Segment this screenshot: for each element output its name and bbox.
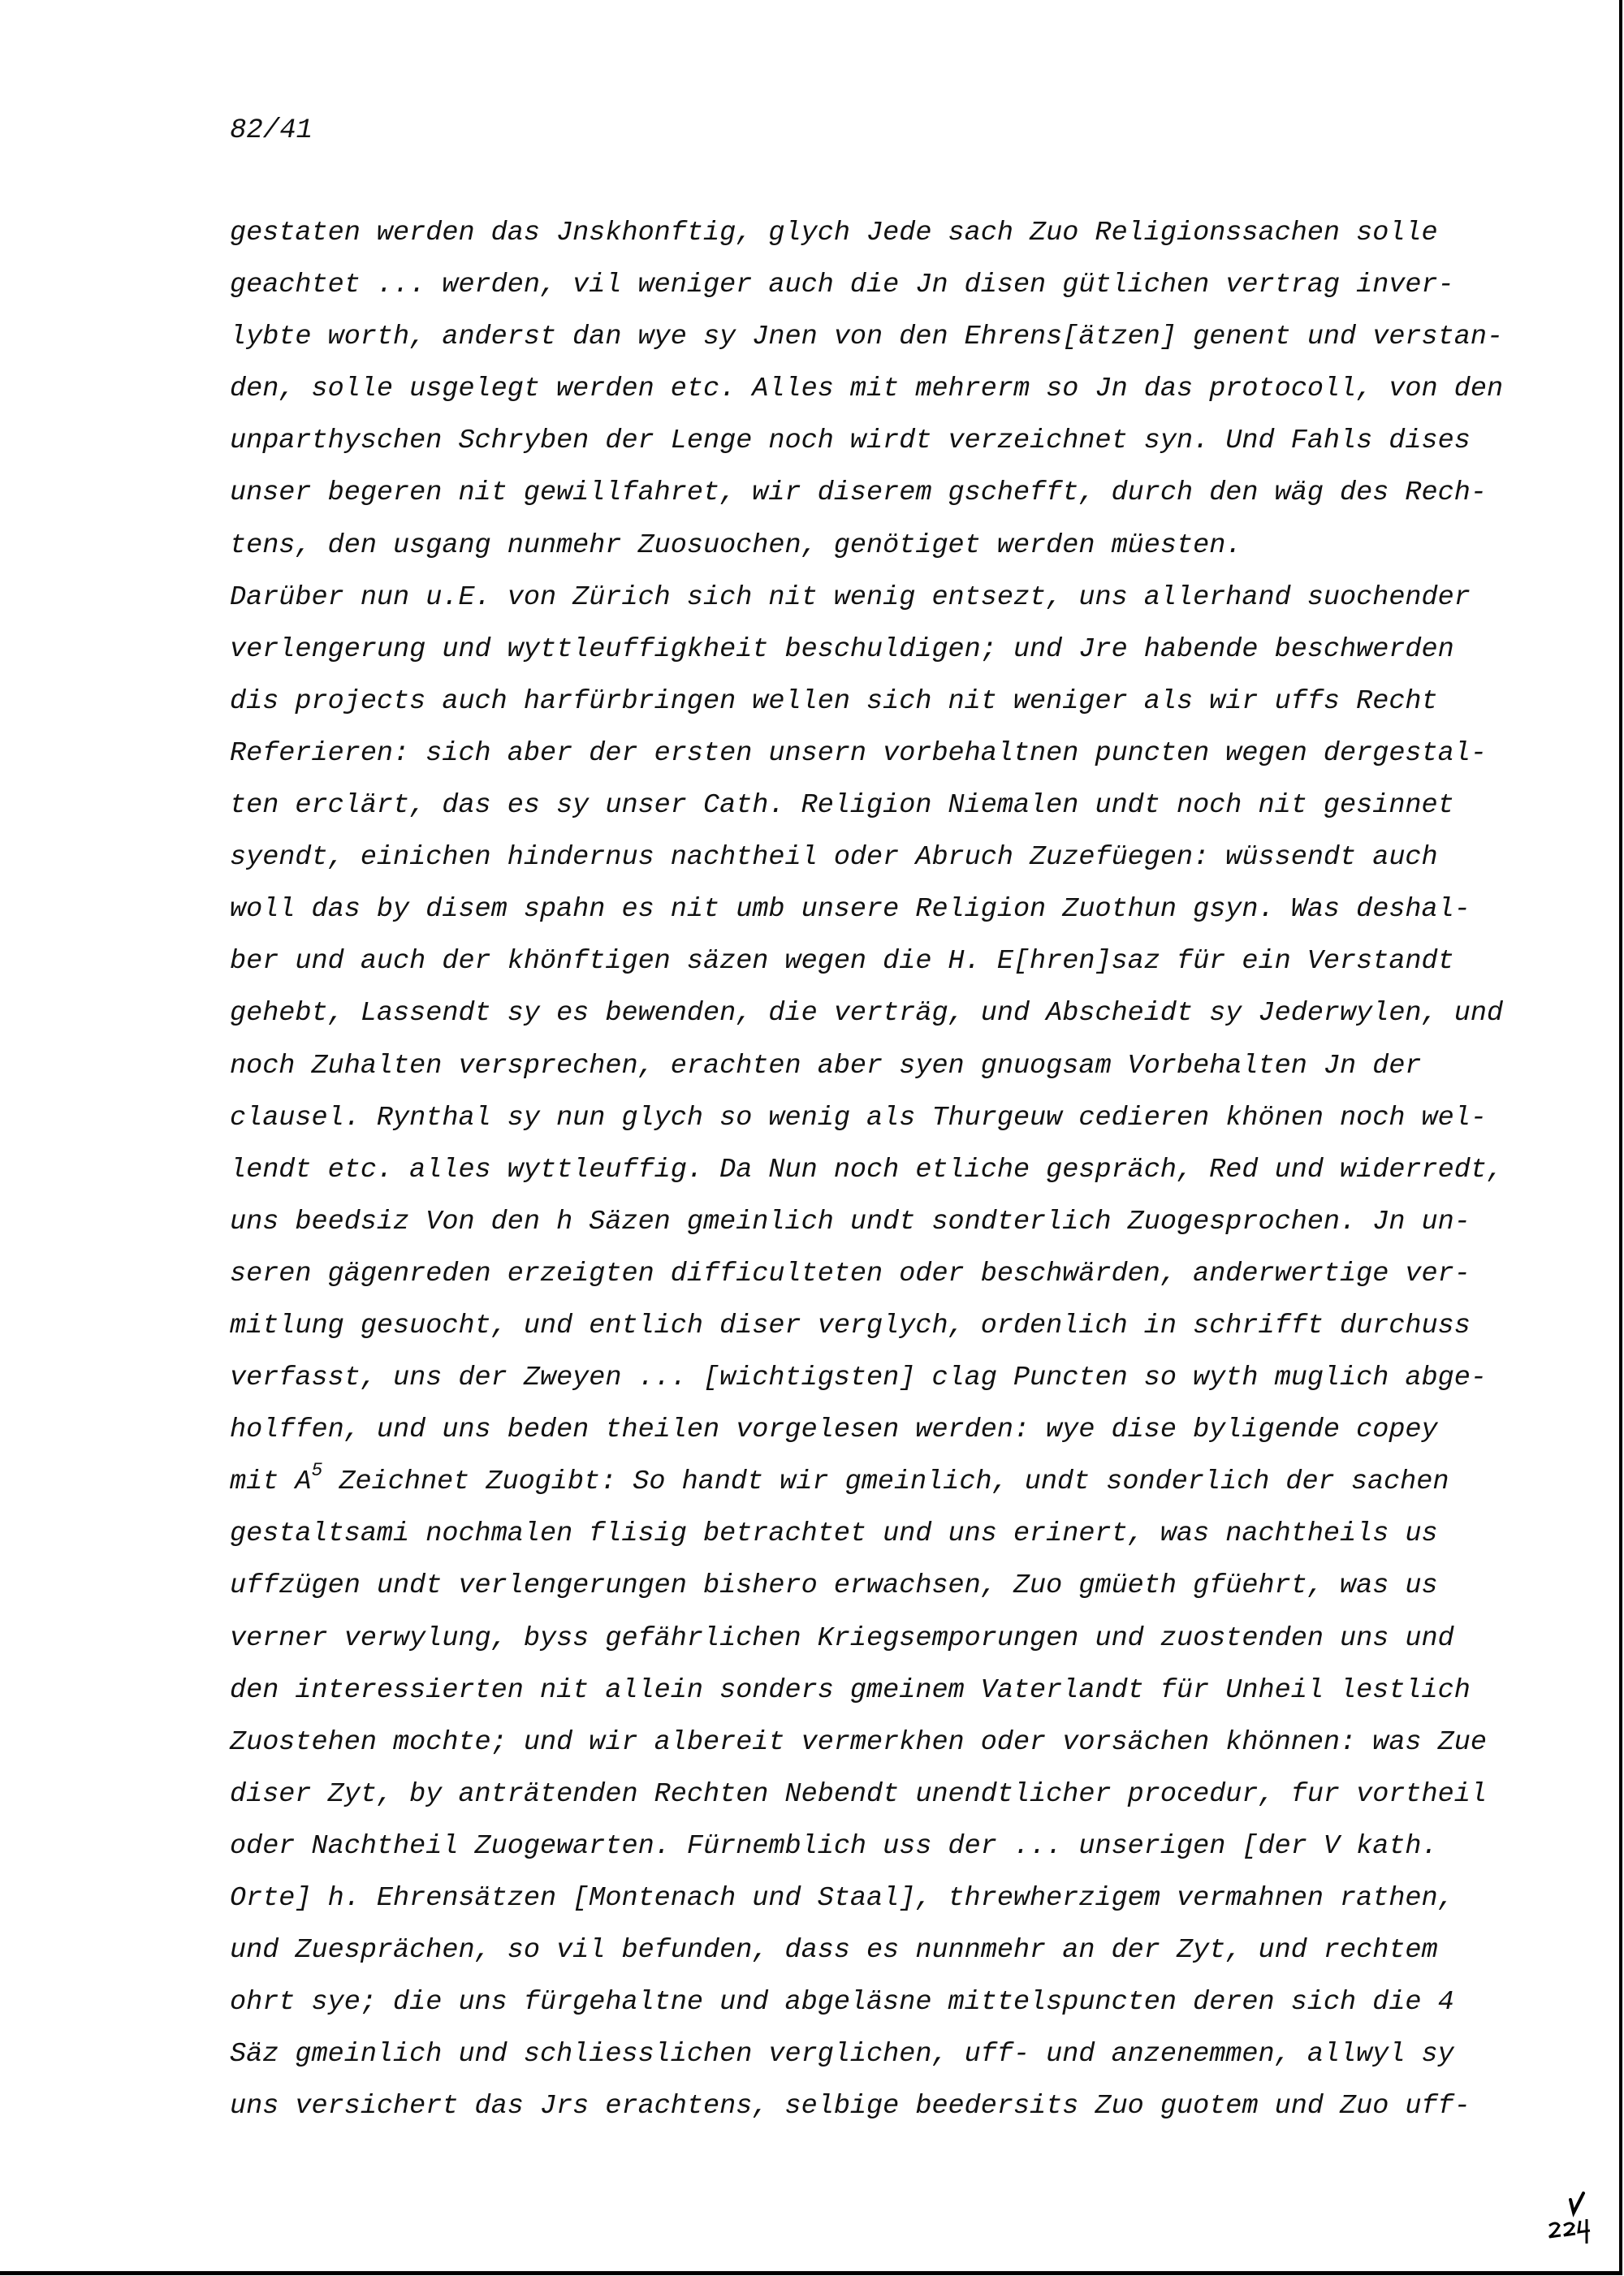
text-line-content: Orte] h. Ehrensätzen [Montenach und Staal], threwherzigem vermahnen rathen,: [230, 1883, 1454, 1914]
text-line-content: dis projects auch harfürbringen wellen sich nit weniger als wir uffs Recht: [230, 685, 1438, 717]
text-line: [230, 1040, 1578, 1092]
text-line: [230, 1769, 1578, 1820]
text-line-content: und Zuesprächen, so vil befunden, dass es nunnmehr an der Zyt, und rechtem: [230, 1935, 1438, 1967]
text-line: [230, 1248, 1578, 1300]
text-line: [230, 1976, 1578, 2028]
text-line-content: gestaltsami nochmalen flisig betrachtet und uns erinert, was nachtheils us: [230, 1518, 1438, 1550]
text-line-content: Referieren: sich aber der ersten unsern vorbehaltnen puncten wegen dergestal-: [230, 737, 1487, 769]
text-line: [230, 1508, 1578, 1560]
text-line-content: diser Zyt, by anträtenden Rechten Nebendt unendtlicher procedur, fur vortheil: [230, 1778, 1487, 1810]
text-line-continuation: Zeichnet Zuogibt: So handt wir gmeinlich, undt sonderlich der sachen: [322, 1466, 1449, 1498]
text-line: [230, 1717, 1578, 1769]
text-line: [230, 1820, 1578, 1872]
text-line: [230, 1613, 1578, 1665]
text-line: [230, 1456, 1578, 1508]
text-line: [230, 780, 1578, 831]
text-line: [230, 363, 1578, 415]
text-line-content: den, solle usgelegt werden etc. Alles mit mehrerm so Jn das protocoll, von den: [230, 374, 1504, 405]
text-line: [230, 1092, 1578, 1144]
text-line-content: verfasst, uns der Zweyen ... [wichtigsten] clag Puncten so wyth muglich abge-: [230, 1363, 1487, 1394]
text-line-content: holffen, und uns beden theilen vorgelesen werden: wye dise byligende copey: [230, 1414, 1438, 1446]
text-line-content: syendt, einichen hindernus nachtheil oder Abruch Zuzefüegen: wüssendt auch: [230, 842, 1438, 874]
text-line-content: woll das by disem spahn es nit umb unsere Religion Zuothun gsyn. Was deshal-: [230, 894, 1471, 926]
text-line-content: Darüber nun u.E. von Zürich sich nit wenig entsezt, uns allerhand suochender: [230, 581, 1471, 613]
text-line-content: gestaten werden das Jnskhonftig, glych Jede sach Zuo Religionssachen solle: [230, 218, 1438, 248]
text-line-content: mitlung gesuocht, und entlich diser verglych, ordenlich in schrifft durchuss: [230, 1310, 1471, 1341]
text-line-content: lendt etc. alles wyttleuffig. Da Nun noch etliche gespräch, Red und widerredt,: [230, 1154, 1504, 1186]
text-line: [230, 467, 1578, 519]
checkmark-icon: [1570, 2193, 1583, 2213]
text-line: [230, 311, 1578, 363]
text-line: [230, 624, 1578, 676]
text-line-content: verner verwylung, byss gefährlichen Kriegsemporungen und zuostenden uns und: [230, 1622, 1454, 1654]
text-line: [230, 987, 1578, 1039]
text-line-content: unparthyschen Schryben der Lenge noch wirdt verzeichnet syn. Und Fahls dises: [230, 425, 1471, 457]
text-line: [230, 1144, 1578, 1196]
text-line: [230, 520, 1578, 572]
text-line-content: geachtet ... werden, vil weniger auch die Jn disen gütlichen vertrag inver-: [230, 270, 1454, 301]
text-line: [230, 2028, 1578, 2080]
transcription-body: [230, 207, 1578, 2132]
text-line-content: ohrt sye; die uns fürgehaltne und abgeläsne mittelspuncten deren sich die 4: [230, 1987, 1454, 2019]
text-line: [230, 935, 1578, 987]
text-line: [230, 883, 1578, 935]
text-line-content: ten erclärt, das es sy unser Cath. Religion Niemalen undt noch nit gesinnet: [230, 790, 1454, 822]
text-line: [230, 1872, 1578, 1924]
text-line-content: Säz gmeinlich und schliesslichen verglichen, uff- und anzenemmen, allwyl sy: [230, 2039, 1454, 2071]
text-line-content: mit A: [230, 1466, 312, 1498]
folio-number: 82/41: [230, 115, 313, 146]
text-line-content: lybte worth, anderst dan wye sy Jnen von den Ehrens[ätzen] genent und verstan-: [230, 322, 1504, 353]
text-line-content: seren gägenreden erzeigten difficulteten oder beschwärden, anderwertige ver-: [230, 1258, 1471, 1289]
text-line: [230, 1665, 1578, 1717]
text-line-content: den interessierten nit allein sonders gmeinem Vaterlandt für Unheil lestlich: [230, 1674, 1471, 1706]
text-line-content: oder Nachtheil Zuogewarten. Fürnemblich uss der ... unserigen [der V kath.: [230, 1830, 1438, 1862]
text-line-content: clausel. Rynthal sy nun glych so wenig als Thurgeuw cedieren khönen noch wel-: [230, 1102, 1487, 1134]
text-line: [230, 1352, 1578, 1404]
text-line: [230, 831, 1578, 883]
text-line-content: gehebt, Lassendt sy es bewenden, die verträg, und Abscheidt sy Jederwylen, und: [230, 998, 1504, 1030]
text-line-content: tens, den usgang nunmehr Zuosuochen, genötiget werden müesten.: [230, 529, 1242, 561]
text-line: [230, 259, 1578, 311]
text-line: [230, 207, 1578, 259]
text-line-content: uffzügen undt verlengerungen bishero erwachsen, Zuo gmüeth gfüehrt, was us: [230, 1570, 1438, 1602]
text-line: [230, 676, 1578, 728]
text-line: [230, 1196, 1578, 1248]
superscript: 5: [311, 1460, 323, 1482]
text-line: [230, 415, 1578, 467]
text-line: [230, 2080, 1578, 2132]
text-line: [230, 1300, 1578, 1352]
text-line: [230, 1924, 1578, 1976]
text-line-content: noch Zuhalten versprechen, erachten aber syen gnuogsam Vorbehalten Jn der: [230, 1050, 1422, 1082]
text-line-content: ber und auch der khönftigen säzen wegen die H. E[hren]saz für ein Verstandt: [230, 946, 1454, 978]
text-line-content: uns beedsiz Von den h Säzen gmeinlich undt sondterlich Zuogesprochen. Jn un-: [230, 1206, 1471, 1237]
text-line-content: unser begeren nit gewillfahret, wir diserem gschefft, durch den wäg des Rech-: [230, 477, 1487, 509]
handwritten-check-and-page-number: [1538, 2175, 1603, 2257]
text-line: [230, 728, 1578, 780]
text-line-content: Zuostehen mochte; und wir albereit vermerkhen oder vorsächen khönnen: was Zue: [230, 1726, 1487, 1758]
text-line: [230, 572, 1578, 624]
text-line: [230, 1560, 1578, 1612]
text-line: [230, 1404, 1578, 1456]
text-line-content: verlengerung und wyttleuffigkheit beschuldigen; und Jre habende beschwerden: [230, 633, 1454, 665]
text-line-content: uns versichert das Jrs erachtens, selbige beedersits Zuo guotem und Zuo uff-: [230, 2091, 1471, 2123]
